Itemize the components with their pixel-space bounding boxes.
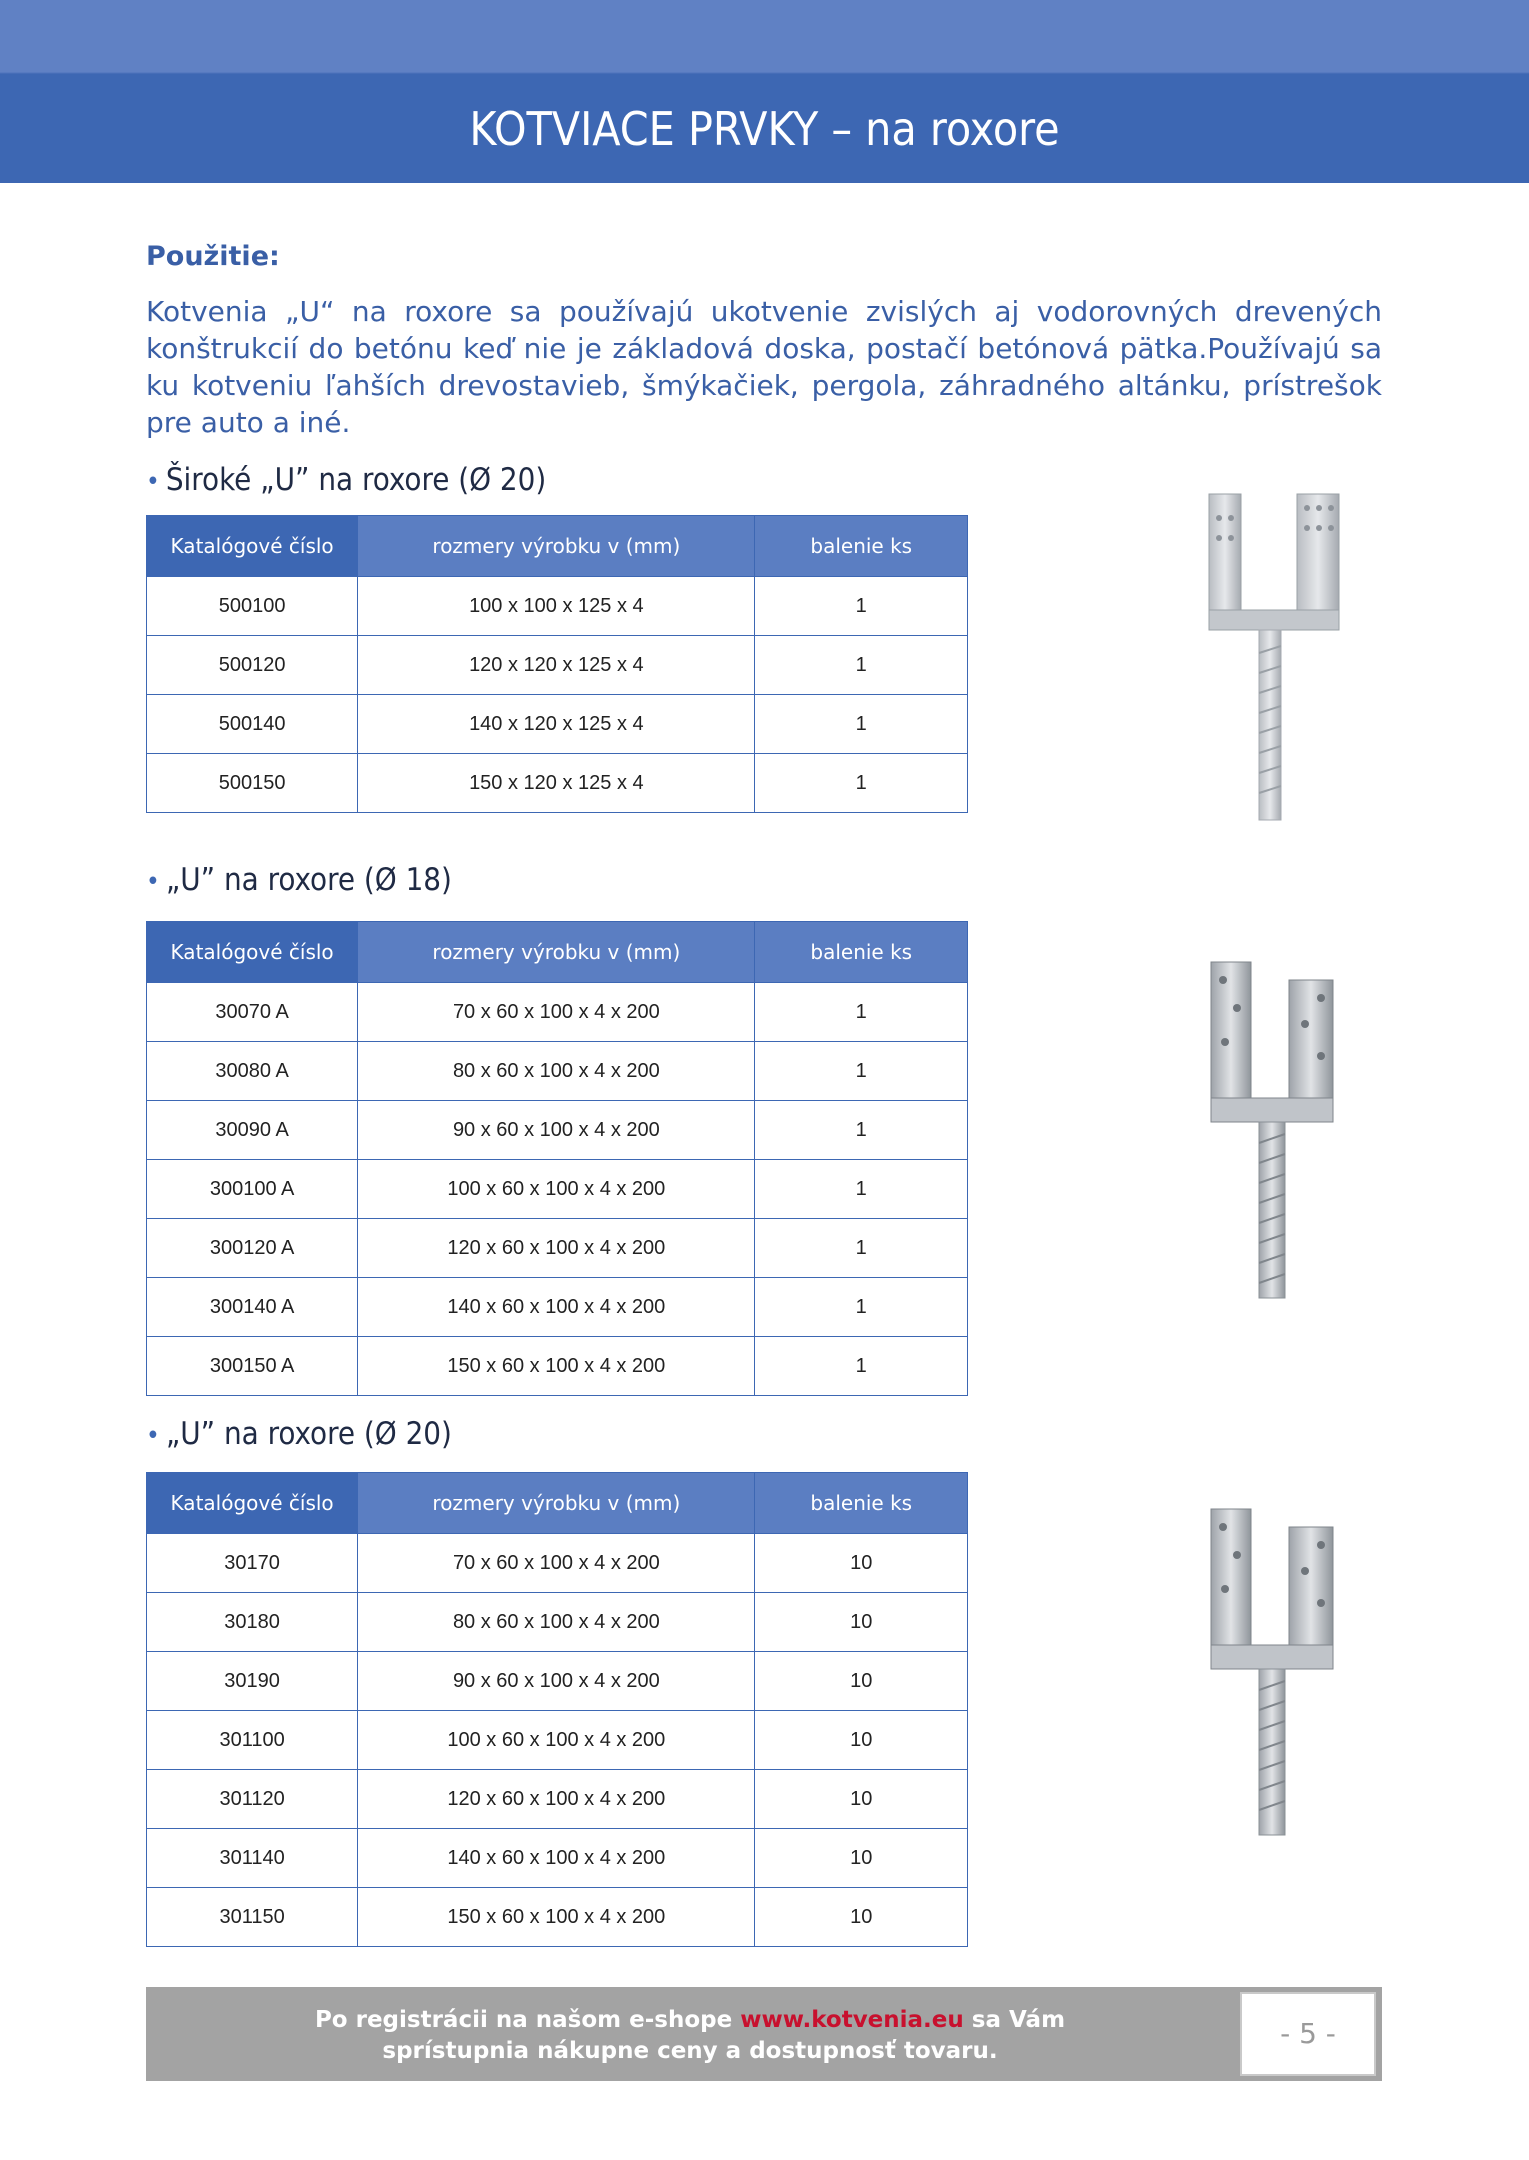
package-qty-cell: 10 (755, 1770, 968, 1829)
column-header: balenie ks (755, 516, 968, 577)
u-anchor-20-image (1205, 1505, 1345, 1840)
catalog-number-cell: 301100 (147, 1711, 358, 1770)
table-row (147, 1652, 968, 1711)
catalog-number-cell: 301150 (147, 1888, 358, 1947)
bullet-icon: • (146, 467, 160, 497)
package-qty-cell: 1 (755, 1219, 968, 1278)
table-row (147, 1770, 968, 1829)
catalog-number-cell: 300140 A (147, 1278, 358, 1337)
catalog-table-3 (146, 1472, 968, 1947)
table-row (147, 983, 968, 1042)
catalog-number-cell: 300120 A (147, 1219, 358, 1278)
package-qty-cell: 10 (755, 1888, 968, 1947)
table-row (147, 1101, 968, 1160)
dimensions-cell: 120 x 120 x 125 x 4 (358, 636, 755, 695)
table-row (147, 1829, 968, 1888)
column-header: rozmery výrobku v (mm) (358, 922, 755, 983)
dimensions-cell: 80 x 60 x 100 x 4 x 200 (358, 1593, 755, 1652)
table-header-row (147, 922, 968, 983)
package-qty-cell: 1 (755, 695, 968, 754)
catalog-number-cell: 300100 A (147, 1160, 358, 1219)
column-header: rozmery výrobku v (mm) (358, 1473, 755, 1534)
package-qty-cell: 10 (755, 1652, 968, 1711)
catalog-number-cell: 301140 (147, 1829, 358, 1888)
table-row (147, 1278, 968, 1337)
table-row (147, 695, 968, 754)
page-footer (146, 1987, 1382, 2081)
section-title-1: • Široké „U” na roxore (Ø 20) (146, 462, 547, 498)
dimensions-cell: 70 x 60 x 100 x 4 x 200 (358, 983, 755, 1042)
table-row (147, 1534, 968, 1593)
column-header: Katalógové číslo (147, 516, 358, 577)
package-qty-cell: 10 (755, 1829, 968, 1888)
catalog-number-cell: 500100 (147, 577, 358, 636)
table-row (147, 1219, 968, 1278)
dimensions-cell: 90 x 60 x 100 x 4 x 200 (358, 1652, 755, 1711)
table-row (147, 1888, 968, 1947)
package-qty-cell: 10 (755, 1711, 968, 1770)
usage-text: Kotvenia „U“ na roxore sa používajú ukotvenie zvislých aj vodorovných drevených konštrukcií do betónu keď nie je základová doska, postačí betónová pätka.Používajú sa ku kotveniu ľahších drevostavieb, šmýkačiek, pergola, záhradného altánku, prístrešok pre auto a iné. (146, 295, 1382, 439)
dimensions-cell: 150 x 120 x 125 x 4 (358, 754, 755, 813)
package-qty-cell: 1 (755, 1337, 968, 1396)
package-qty-cell: 1 (755, 1278, 968, 1337)
page-header (0, 0, 1529, 183)
catalog-table-1 (146, 515, 968, 813)
table-row (147, 577, 968, 636)
section-title-3: • „U” na roxore (Ø 20) (146, 1416, 452, 1452)
table-row (147, 1593, 968, 1652)
package-qty-cell: 1 (755, 983, 968, 1042)
package-qty-cell: 10 (755, 1593, 968, 1652)
table-row (147, 636, 968, 695)
catalog-number-cell: 30170 (147, 1534, 358, 1593)
u-anchor-18-image (1205, 958, 1345, 1303)
section-title-2: • „U” na roxore (Ø 18) (146, 862, 452, 898)
package-qty-cell: 1 (755, 636, 968, 695)
dimensions-cell: 70 x 60 x 100 x 4 x 200 (358, 1534, 755, 1593)
page-title: KOTVIACE PRVKY – na roxore (469, 102, 1060, 156)
catalog-number-cell: 30180 (147, 1593, 358, 1652)
catalog-number-cell: 30080 A (147, 1042, 358, 1101)
column-header: Katalógové číslo (147, 1473, 358, 1534)
dimensions-cell: 100 x 60 x 100 x 4 x 200 (358, 1711, 755, 1770)
column-header: balenie ks (755, 922, 968, 983)
package-qty-cell: 1 (755, 754, 968, 813)
column-header: Katalógové číslo (147, 922, 358, 983)
bullet-icon: • (146, 867, 160, 897)
dimensions-cell: 140 x 120 x 125 x 4 (358, 695, 755, 754)
package-qty-cell: 10 (755, 1534, 968, 1593)
bullet-icon: • (146, 1421, 160, 1451)
table-row (147, 754, 968, 813)
table-row (147, 1337, 968, 1396)
dimensions-cell: 100 x 60 x 100 x 4 x 200 (358, 1160, 755, 1219)
wide-u-anchor-image (1195, 488, 1355, 828)
package-qty-cell: 1 (755, 1101, 968, 1160)
usage-heading: Použitie: (146, 241, 280, 272)
catalog-number-cell: 30070 A (147, 983, 358, 1042)
catalog-number-cell: 300150 A (147, 1337, 358, 1396)
eshop-link[interactable]: www.kotvenia.eu (740, 2007, 964, 2033)
table-row (147, 1711, 968, 1770)
dimensions-cell: 140 x 60 x 100 x 4 x 200 (358, 1278, 755, 1337)
catalog-number-cell: 500120 (147, 636, 358, 695)
dimensions-cell: 150 x 60 x 100 x 4 x 200 (358, 1337, 755, 1396)
dimensions-cell: 120 x 60 x 100 x 4 x 200 (358, 1219, 755, 1278)
table-row (147, 1042, 968, 1101)
catalog-number-cell: 500140 (147, 695, 358, 754)
catalog-number-cell: 500150 (147, 754, 358, 813)
dimensions-cell: 100 x 100 x 125 x 4 (358, 577, 755, 636)
table-header-row (147, 516, 968, 577)
dimensions-cell: 140 x 60 x 100 x 4 x 200 (358, 1829, 755, 1888)
table-row (147, 1160, 968, 1219)
table-header-row (147, 1473, 968, 1534)
catalog-number-cell: 301120 (147, 1770, 358, 1829)
column-header: rozmery výrobku v (mm) (358, 516, 755, 577)
dimensions-cell: 120 x 60 x 100 x 4 x 200 (358, 1770, 755, 1829)
package-qty-cell: 1 (755, 1160, 968, 1219)
footer-text: Po registrácii na našom e-shope www.kotvenia.eu sa Vám sprístupnia nákupne ceny a dostupnosť tovaru. (314, 2007, 1066, 2064)
package-qty-cell: 1 (755, 1042, 968, 1101)
dimensions-cell: 90 x 60 x 100 x 4 x 200 (358, 1101, 755, 1160)
package-qty-cell: 1 (755, 577, 968, 636)
page-number: - 5 - (1240, 1992, 1376, 2076)
dimensions-cell: 150 x 60 x 100 x 4 x 200 (358, 1888, 755, 1947)
dimensions-cell: 80 x 60 x 100 x 4 x 200 (358, 1042, 755, 1101)
catalog-number-cell: 30090 A (147, 1101, 358, 1160)
catalog-table-2 (146, 921, 968, 1396)
catalog-number-cell: 30190 (147, 1652, 358, 1711)
column-header: balenie ks (755, 1473, 968, 1534)
